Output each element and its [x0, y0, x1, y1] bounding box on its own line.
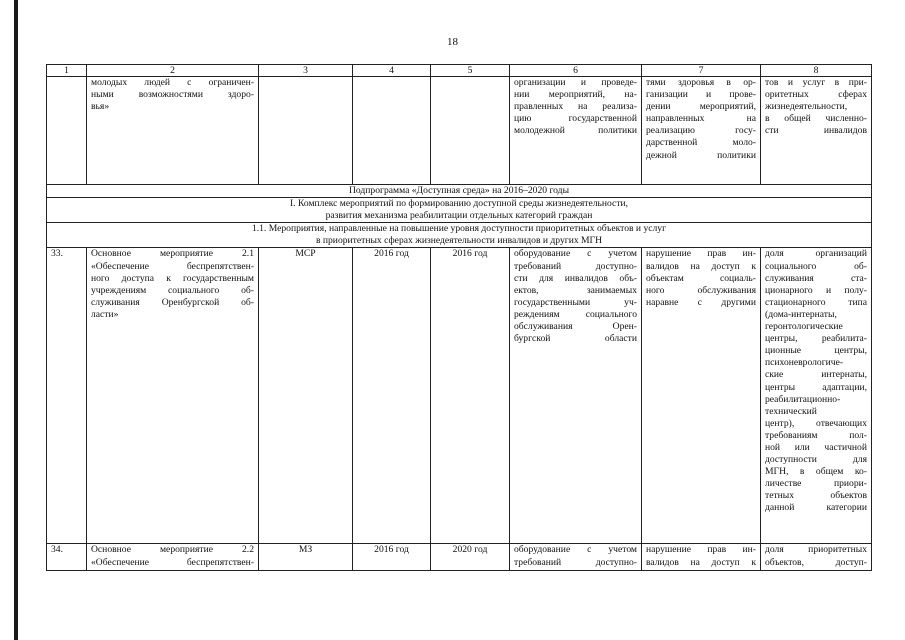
column-number: 4: [353, 65, 431, 77]
subsection-row: [47, 223, 872, 248]
executor-cell: МЗ: [259, 544, 353, 571]
row-number: 33.: [47, 248, 87, 544]
subsection-title: 1.1. Мероприятия, направленные на повышение уровня доступности приоритетных объектов и услуг в приоритетных сферах жизнедеятельности инвалидов и других МГН: [47, 223, 872, 248]
result-cell: организации и проведе- нии мероприятий, на- правленных на реализа- цию государственной молодежной политики: [510, 77, 642, 185]
end-cell: 2020 год: [431, 544, 510, 571]
page-binding-edge: [14, 0, 18, 640]
table-cell: [431, 77, 510, 185]
subprogram-title: Подпрограмма «Доступная среда» на 2016–2020 годы: [47, 185, 872, 198]
column-number: 7: [642, 65, 761, 77]
consequence-cell: нарушение прав ин- валидов на доступ к: [642, 544, 761, 571]
activity-cell: Основное мероприятие 2.1 «Обеспечение беспрепятствен- ного доступа к государственным учреждениям социального об- служивания Оренбургской об- ласти»: [87, 248, 259, 544]
column-number: 1: [47, 65, 87, 77]
end-cell: 2016 год: [431, 248, 510, 544]
consequence-cell: нарушение прав ин- валидов на доступ к объектам социаль- ного обслуживания наравне с другими: [642, 248, 761, 544]
indicator-cell: тов и услуг в при- оритетных сферах жизнедеятельности, в общей численно- сти инвалидов: [761, 77, 872, 185]
section-row: [47, 198, 872, 223]
column-number: 8: [761, 65, 872, 77]
indicator-cell: доля приоритетных объектов, доступ-: [761, 544, 872, 571]
column-number: 5: [431, 65, 510, 77]
table-cell: [259, 77, 353, 185]
start-cell: 2016 год: [353, 544, 431, 571]
executor-cell: МСР: [259, 248, 353, 544]
subprogram-row: [47, 185, 872, 198]
column-number: 6: [510, 65, 642, 77]
consequence-cell: тями здоровья в ор- ганизации и прове- дении мероприятий, направленных на реализацию госу- дарственной моло- дежной политики: [642, 77, 761, 185]
column-number-row: [47, 65, 872, 77]
activity-cell: Основное мероприятие 2.2 «Обеспечение беспрепятствен-: [87, 544, 259, 571]
column-number: 2: [87, 65, 259, 77]
row-number: 34.: [47, 544, 87, 571]
activity-cell: молодых людей с ограничен- ными возможностями здоро- вья»: [87, 77, 259, 185]
table-row: [47, 544, 872, 571]
program-table: [46, 64, 872, 571]
result-cell: оборудование с учетом требований доступно- сти для инвалидов объ- ектов, занимаемых государственными уч- реждениям социального обслуживания Орен- бургской области: [510, 248, 642, 544]
column-number: 3: [259, 65, 353, 77]
indicator-cell: доля организаций социального об- служивания ста- ционарного и полу- стационарного типа (дома-интернаты, геронтологические центры, реабилита- ционные центры, психоневрологиче- ские интернаты, центры адаптации, реабилитационно- технический центр), отвечающих требованиям пол- ной или частичной доступности для МГН, в общем ко- личестве приори- тетных объектов данной категории: [761, 248, 872, 544]
result-cell: оборудование с учетом требований доступно-: [510, 544, 642, 571]
table-cell: [353, 77, 431, 185]
section-title: I. Комплекс мероприятий по формированию доступной среды жизнедеятельности, развития механизма реабилитации отдельных категорий граждан: [47, 198, 872, 223]
start-cell: 2016 год: [353, 248, 431, 544]
page-number: 18: [447, 36, 458, 48]
table-cell: [47, 77, 87, 185]
table-row: [47, 248, 872, 544]
continued-row: [47, 77, 872, 185]
